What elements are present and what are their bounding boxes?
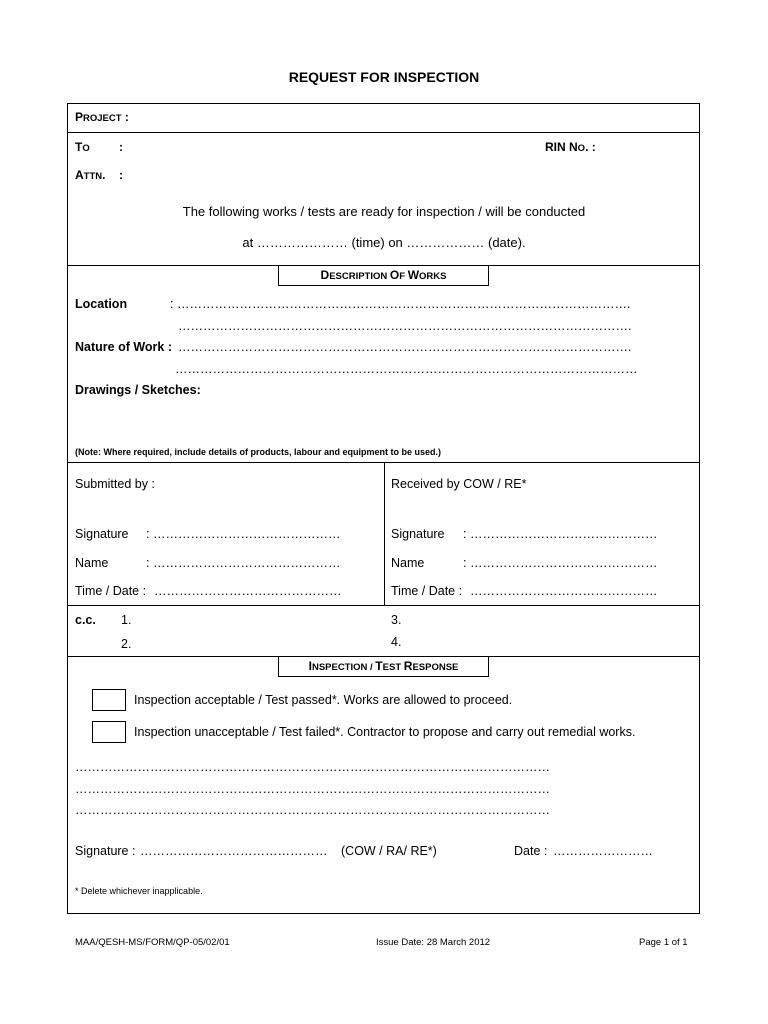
response-heading: INSPECTION / TEST RESPONSE: [278, 656, 489, 677]
footnote-delete: * Delete whichever inapplicable.: [75, 886, 203, 896]
remarks-line-3[interactable]: ……………………………………………………………………………………………………: [75, 803, 550, 817]
to-label: TO: [75, 140, 90, 154]
divider-project: [67, 132, 700, 133]
attn-label: ATTN.: [75, 168, 106, 182]
remarks-line-1[interactable]: ……………………………………………………………………………………………………: [75, 760, 550, 774]
form-title: REQUEST FOR INSPECTION: [288, 69, 480, 85]
cc-label: c.c.: [75, 613, 96, 627]
footer-issue-date: Issue Date: 28 March 2012: [376, 937, 491, 948]
cc-item-4[interactable]: 4.: [391, 635, 402, 649]
submitted-signature-field[interactable]: : ………………………………………: [146, 527, 341, 541]
cc-item-3[interactable]: 3.: [391, 613, 402, 627]
footer-page-number: Page 1 of 1: [639, 937, 688, 948]
submitted-name-label: Name: [75, 556, 109, 570]
submitted-by-heading: Submitted by :: [75, 477, 155, 491]
intro-line-1: The following works / tests are ready for inspection / will be conducted: [182, 204, 586, 219]
drawings-sketches-label: Drawings / Sketches:: [75, 383, 201, 397]
received-time-date-field[interactable]: ………………………………………: [470, 584, 658, 598]
location-field-continued[interactable]: ……………………………………………………………………………………………….: [178, 319, 632, 333]
received-name-field[interactable]: : ………………………………………: [463, 556, 658, 570]
description-heading: DESCRIPTION OF WORKS: [278, 265, 489, 286]
response-date-field[interactable]: ……………………: [553, 844, 653, 858]
remarks-line-2[interactable]: ……………………………………………………………………………………………………: [75, 782, 550, 796]
nature-of-work-field-continued[interactable]: …………………………………………………………………………………………………: [175, 362, 638, 376]
response-signature-role: (COW / RA/ RE*): [341, 844, 437, 858]
acceptable-checkbox[interactable]: [92, 689, 126, 711]
submitted-name-field[interactable]: : ………………………………………: [146, 556, 341, 570]
received-time-date-label: Time / Date :: [391, 584, 463, 598]
to-colon: :: [119, 140, 123, 154]
received-signature-label: Signature: [391, 527, 445, 541]
divider-signature-columns: [384, 462, 385, 605]
acceptable-label: Inspection acceptable / Test passed*. Works are allowed to proceed.: [134, 693, 513, 707]
response-signature-field[interactable]: ………………………………………: [140, 844, 328, 858]
footer-doc-code: MAA/QESH-MS/FORM/QP-05/02/01: [75, 937, 230, 948]
intro-line-2: at ………………… (time) on ……………… (date).: [242, 235, 526, 250]
received-name-label: Name: [391, 556, 425, 570]
nature-of-work-field[interactable]: ……………………………………………………………………………………………….: [178, 340, 632, 354]
submitted-time-date-field[interactable]: ………………………………………: [154, 584, 342, 598]
description-note: (Note: Where required, include details of products, labour and equipment to be used.): [75, 447, 442, 457]
response-date-label: Date :: [514, 844, 548, 858]
submitted-signature-label: Signature: [75, 527, 129, 541]
unacceptable-label: Inspection unacceptable / Test failed*. Contractor to propose and carry out remedial works.: [134, 725, 636, 739]
response-signature-label: Signature :: [75, 844, 136, 858]
submitted-time-date-label: Time / Date :: [75, 584, 147, 598]
unacceptable-checkbox[interactable]: [92, 721, 126, 743]
cc-item-2[interactable]: 2.: [121, 637, 132, 651]
cc-item-1[interactable]: 1.: [121, 613, 132, 627]
location-field[interactable]: : ……………………………………………………………………………………………….: [170, 297, 631, 311]
rin-label: RIN NO. :: [545, 140, 596, 154]
received-by-heading: Received by COW / RE*: [391, 477, 527, 491]
location-label: Location: [75, 297, 128, 311]
project-label: PROJECT :: [75, 110, 129, 124]
divider-signatures: [67, 605, 700, 606]
attn-colon: :: [119, 168, 123, 182]
received-signature-field[interactable]: : ………………………………………: [463, 527, 658, 541]
nature-of-work-label: Nature of Work :: [75, 340, 172, 354]
